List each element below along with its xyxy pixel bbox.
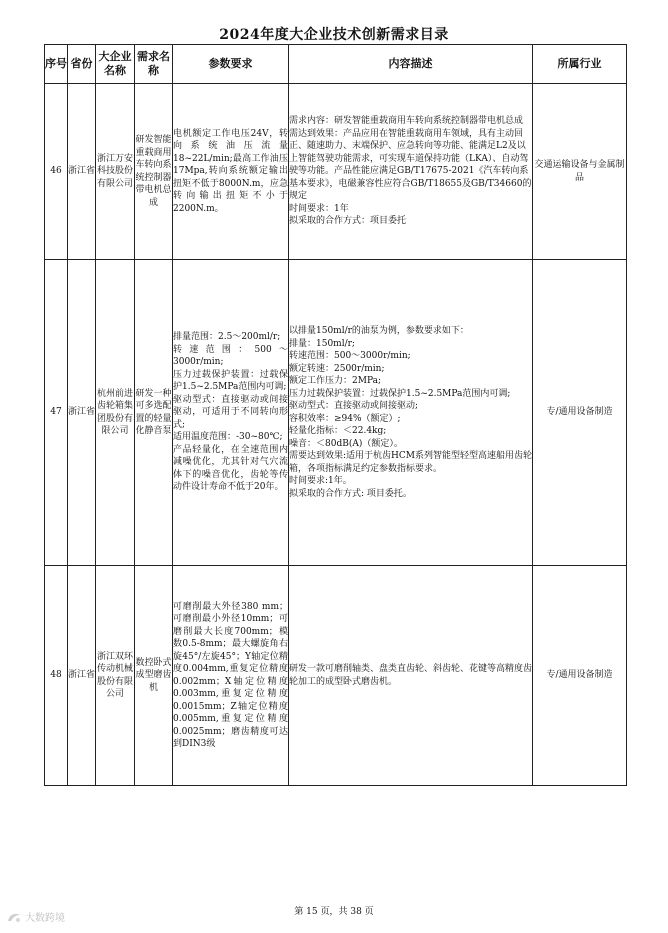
param-line: 压力过载保护装置：过载保护1.5~2.5MPa范围内可调; <box>173 369 288 393</box>
param-line: 排量范围：2.5～200ml/r; <box>173 332 281 343</box>
desc-line: 时间要求:1年。 <box>289 476 352 486</box>
row-province: 浙江省 <box>68 260 96 566</box>
desc-line: 压力过载保护装置：过载保护1.5~2.5MPa范围内可调; <box>289 388 511 399</box>
row-demand: 数控卧式成型磨齿机 <box>135 566 173 786</box>
row-no: 46 <box>45 84 68 260</box>
row-no: 47 <box>45 260 68 566</box>
row-desc <box>289 260 533 566</box>
desc-line: 需要达到效果:适用于杭齿HCM系列智能型轻型高速船用齿轮箱，各项指标满足约定参数指标要求。 <box>289 451 532 474</box>
document-title: 2024年度大企业技术创新需求目录 <box>219 27 449 43</box>
header-params: 参数要求 <box>173 45 289 84</box>
row-demand: 研发智能重载商用车转向系统控制器带电机总成 <box>135 84 173 260</box>
desc-line: 噪音：＜80dB(A)（额定）。 <box>289 438 403 449</box>
row-demand: 研发一种可多选配置的轻量化静音泵 <box>135 260 173 566</box>
desc-line: 额定工作压力：2MPa; <box>289 376 381 386</box>
table-row <box>45 84 627 260</box>
row-company: 浙江万安科技股份有限公司 <box>96 84 135 260</box>
desc-line: 以排量150ml/r的油泵为例，参数要求如下： <box>289 326 469 336</box>
param-line: 可磨削最大外径380 mm；可磨削最小外径10mm；可磨削最大长度700mm；模数0.5-8mm；最大螺旋角右旋45°/左旋45°；Y轴定位精度0.004mm,重复定位精度0.002mm；X轴定位精度0.003mm,重复定位精度0.0015mm；Z轴定位精度0.005mm,重复定位精度0.0025mm；磨齿精度可达到DIN3级 <box>173 601 288 749</box>
row-company: 浙江双环传动机械股份有限公司 <box>96 566 135 786</box>
table-row <box>45 260 627 566</box>
watermark-text: 大数跨境 <box>25 913 65 924</box>
header-demand: 需求名称 <box>135 45 173 84</box>
desc-line: 需求内容：研发智能重载商用车转向系统控制器带电机总成 <box>289 116 524 127</box>
desc-line: 时间要求：1年 <box>289 203 349 214</box>
param-line: 电机额定工作电压24V，转向系统油压流量18~22L/min;最高工作油压17Mpa,转向系统额定输出扭矩不低于8000N.m，应急转向输出扭矩不小于2200N.m。 <box>173 128 288 214</box>
param-line: 产品轻量化，在全速范围内减噪优化，尤其针对气穴流体下的噪音优化，齿轮等传动件设计寿命不低于20年。 <box>173 444 288 493</box>
desc-line: 拟采取的合作方式: 项目委托。 <box>289 488 412 499</box>
watermark-logo-icon <box>6 911 22 923</box>
desc-line: 容积效率：≥94%（额定）; <box>289 413 401 424</box>
watermark <box>6 909 65 924</box>
table-header-row <box>45 45 627 84</box>
page-number: 第 15 页，共 38 页 <box>294 907 374 917</box>
row-company: 杭州前进齿轮箱集团股份有限公司 <box>96 260 135 566</box>
param-line: 转速范围：500～3000r/min; <box>173 344 288 368</box>
param-line: 驱动型式：直接驱动或间接驱动，可适用于不同转向形式; <box>173 394 288 430</box>
row-industry: 交通运输设备与金属制品 <box>533 84 627 260</box>
desc-line: 需达到效果：产品应用在智能重载商用车领域，具有主动回正、随速助力、末端保护、应急转向等功能、能满足L2及以上智能驾驶功能需求，可实现车道保持功能（LKA）、自动驾驶等功能。产品性能应满足GB/T17675-2021《汽车转向系基本要求》，电磁兼容性应符合GB/T18655及GB/T34660的规定 <box>289 128 532 202</box>
param-line: 适用温度范围：-30~80℃; <box>173 432 283 443</box>
row-params <box>173 260 289 566</box>
row-params <box>173 84 289 260</box>
row-no: 48 <box>45 566 68 786</box>
row-industry: 专/通用设备制造 <box>533 566 627 786</box>
row-industry: 专/通用设备制造 <box>533 260 627 566</box>
row-province: 浙江省 <box>68 84 96 260</box>
header-desc: 内容描述 <box>289 45 533 84</box>
row-desc <box>289 566 533 786</box>
header-industry: 所属行业 <box>533 45 627 84</box>
desc-line: 排量：150ml/r; <box>289 338 355 349</box>
row-desc <box>289 84 533 260</box>
desc-line: 转速范围：500～3000r/min; <box>289 351 411 361</box>
demand-table <box>44 44 627 786</box>
row-params <box>173 566 289 786</box>
table-row <box>45 566 627 786</box>
desc-line: 拟采取的合作方式：项目委托 <box>289 216 407 227</box>
desc-line: 研发一款可磨削轴类、盘类直齿轮、斜齿轮、花键等高精度齿轮加工的成型卧式磨齿机。 <box>289 664 533 687</box>
header-province: 省份 <box>68 45 96 84</box>
row-province: 浙江省 <box>68 566 96 786</box>
desc-line: 额定转速：2500r/min; <box>289 363 385 374</box>
header-no: 序号 <box>45 45 68 84</box>
header-company: 大企业名称 <box>96 45 135 84</box>
desc-line: 驱动型式：直接驱动或间接驱动; <box>289 401 419 411</box>
desc-line: 轻量化指标：＜22.4kg; <box>289 426 387 436</box>
